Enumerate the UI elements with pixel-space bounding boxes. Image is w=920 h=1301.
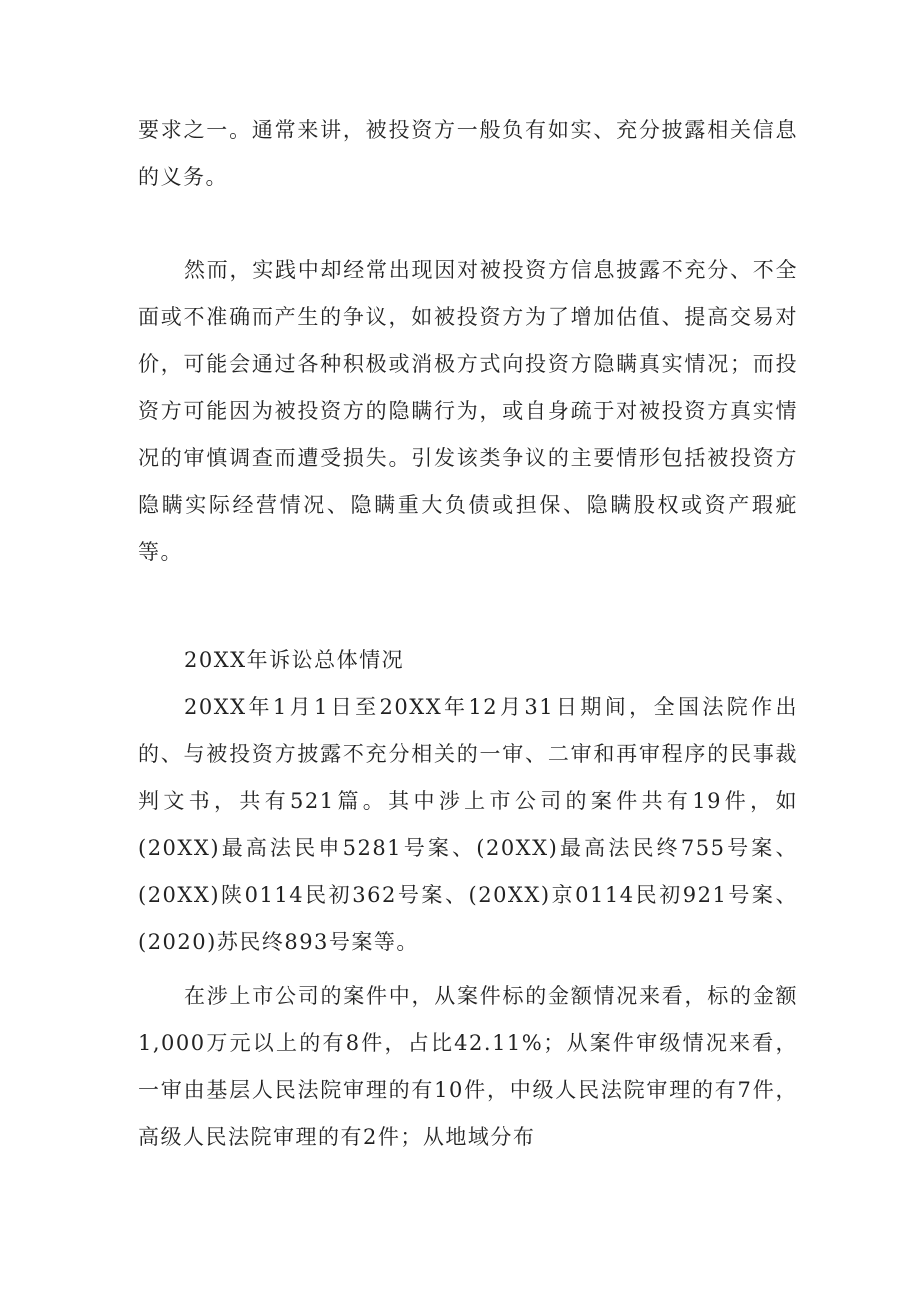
section-heading: 20XX年诉讼总体情况	[184, 648, 405, 672]
paragraph-case-statistics: 20XX年1月1日至20XX年12月31日期间，全国法院作出的、与被投资方披露不充分相关的一审、二审和再审程序的民事裁判文书，共有521篇。其中涉上市公司的案件共有19件，如(20XX)最高法民申5281号案、(20XX)最高法民终755号案、(20XX)陕0114民初362号案、(20XX)京0114民初921号案、(2020)苏民终893号案等。	[138, 695, 798, 954]
paragraph-disclosure-disputes: 然而，实践中却经常出现因对被投资方信息披露不充分、不全面或不准确而产生的争议，如被投资方为了增加估值、提高交易对价，可能会通过各种积极或消极方式向投资方隐瞒真实情况；而投资方可能因为被投资方的隐瞒行为，或自身疏于对被投资方真实情况的审慎调查而遭受损失。引发该类争议的主要情形包括被投资方隐瞒实际经营情况、隐瞒重大负债或担保、隐瞒股权或资产瑕疵等。	[138, 258, 798, 564]
paragraph-disclosure-obligation: 要求之一。通常来讲，被投资方一般负有如实、充分披露相关信息的义务。	[138, 118, 798, 189]
paragraph-listed-company-cases: 在涉上市公司的案件中，从案件标的金额情况来看，标的金额1,000万元以上的有8件，占比42.11%；从案件审级情况来看，一审由基层人民法院审理的有10件，中级人民法院审理的有7件，高级人民法院审理的有2件；从地域分布	[138, 984, 798, 1149]
